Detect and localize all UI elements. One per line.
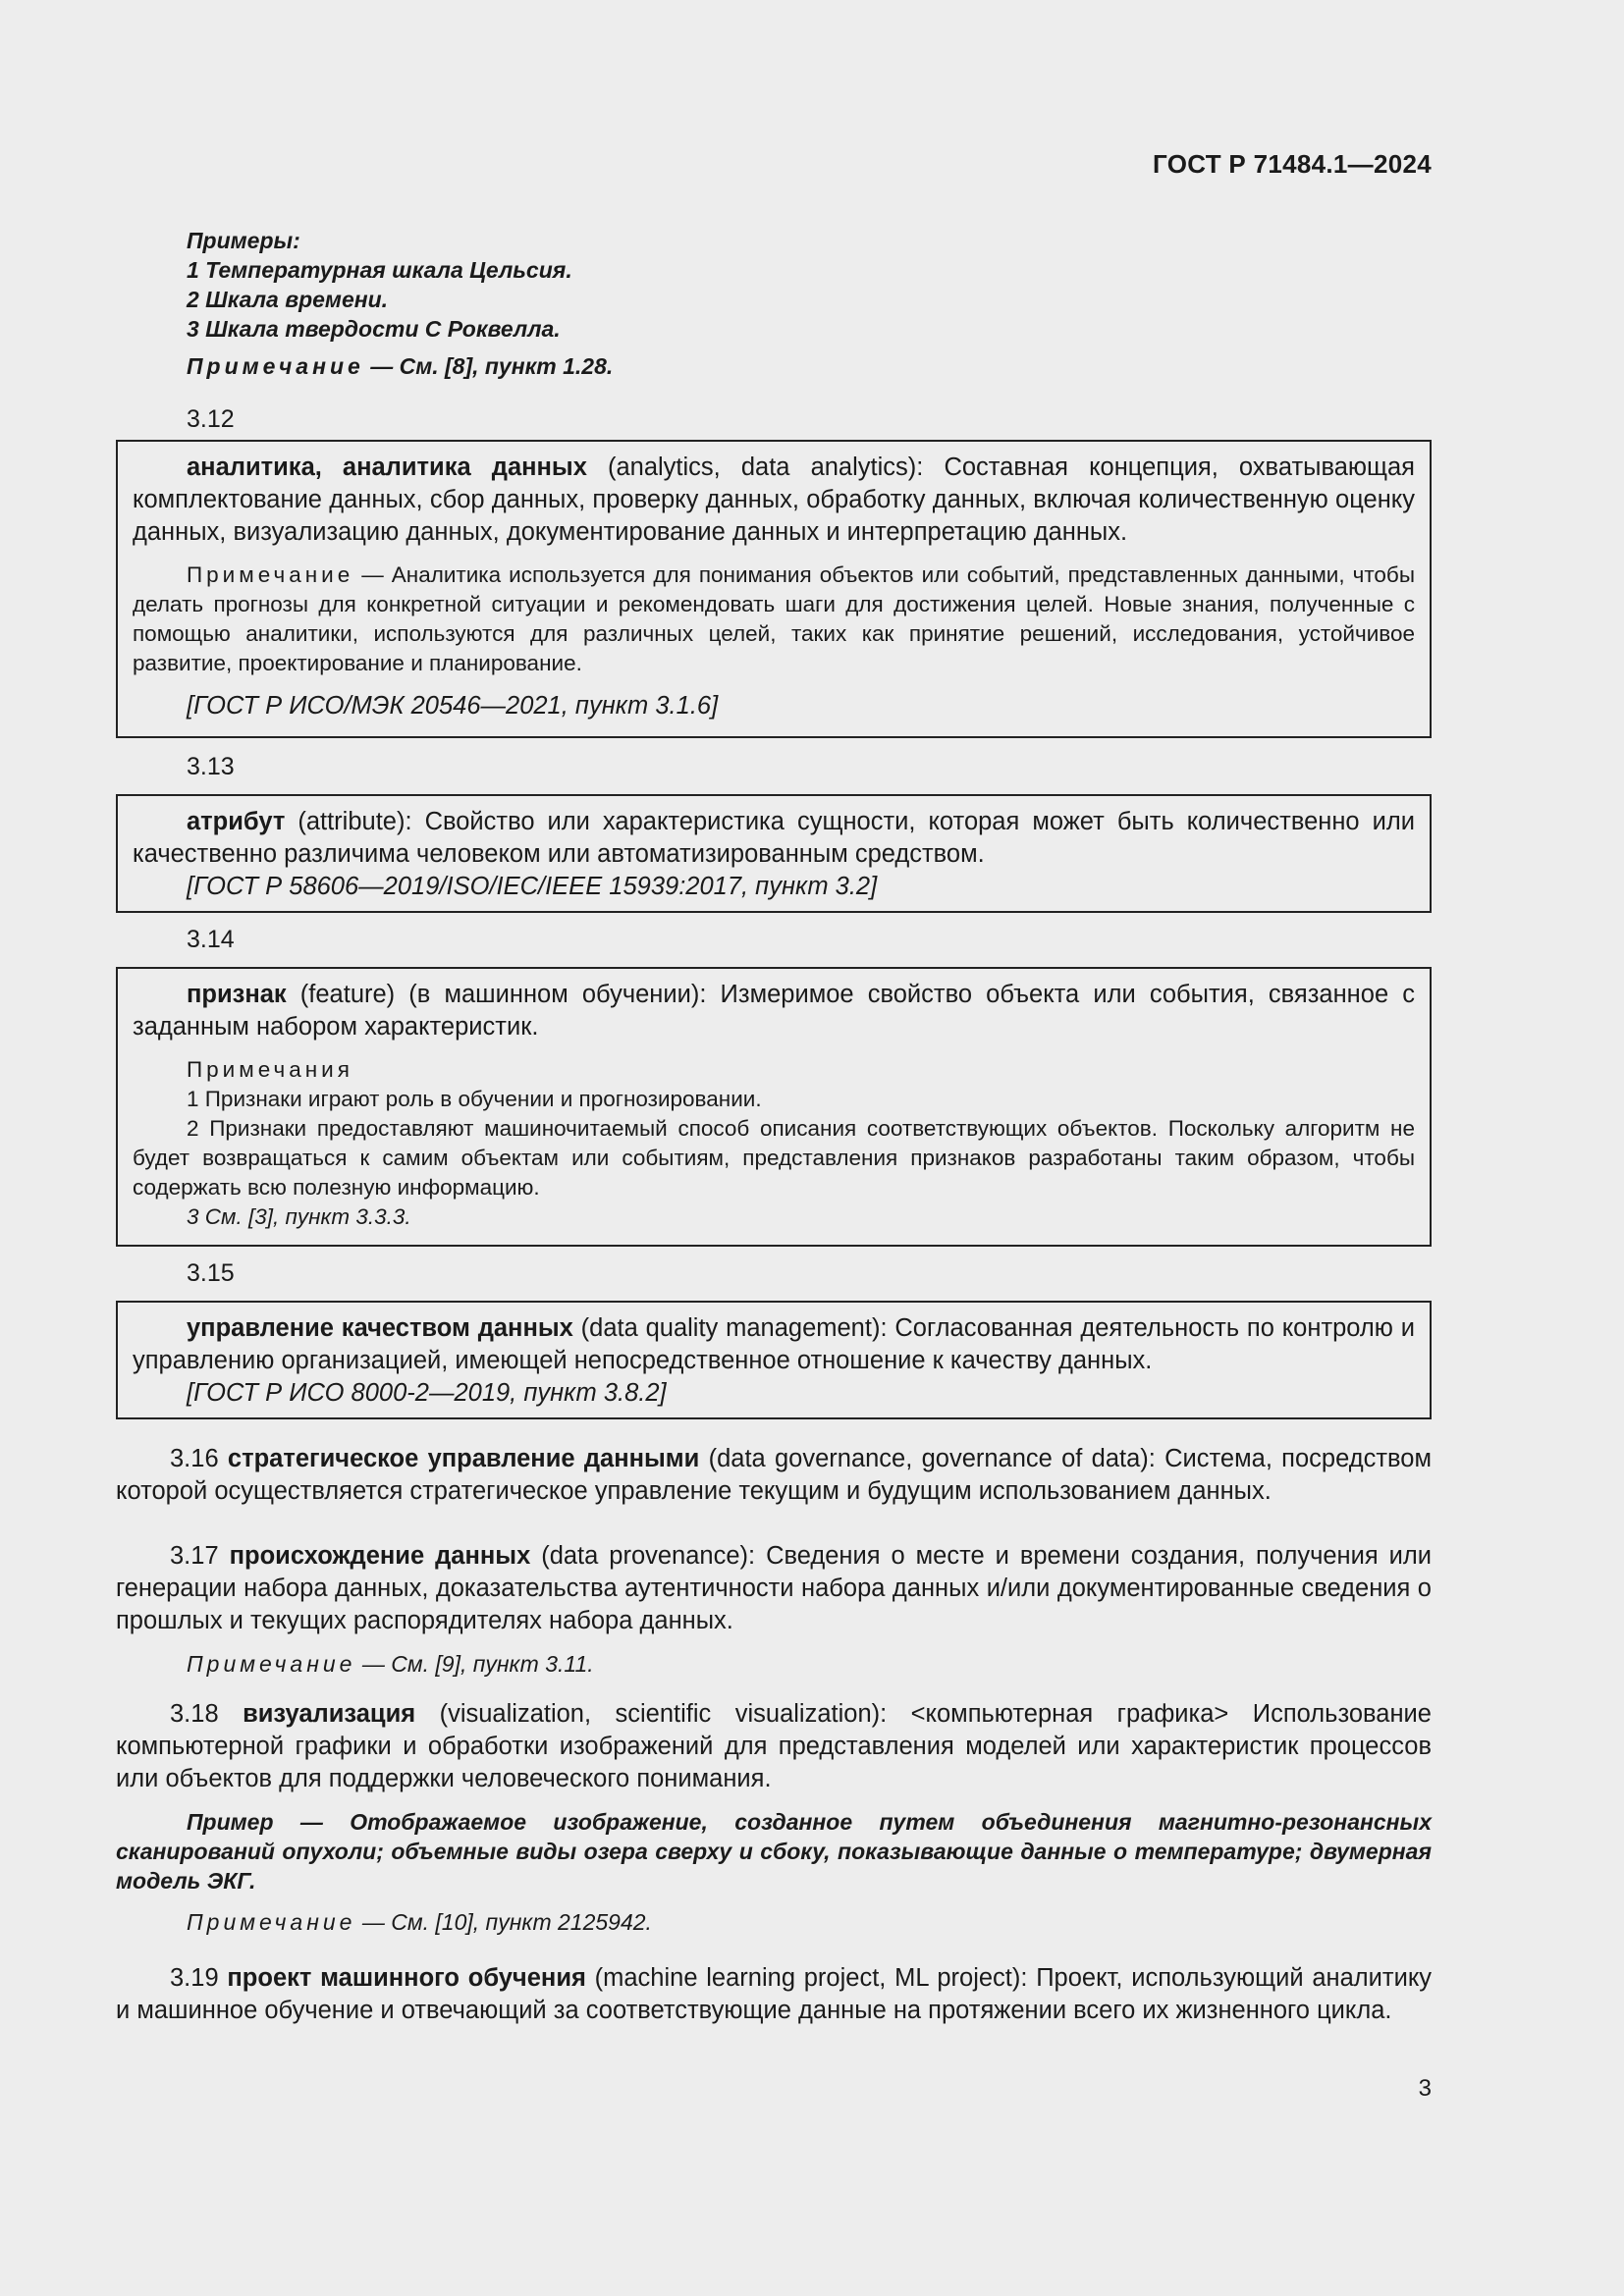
term-text: (analytics, data analytics): Составная концепция, охватывающая комплектование данных, сбор данных, проверку данных, обработку данных, включая количественную оценку данных, визуализацию данных, документирование данных и интерпретацию данных. [133, 454, 1415, 546]
term-number: 3.13 [187, 753, 235, 780]
term-3-19 [116, 1962, 1432, 2027]
term-note: 3 См. [3], пункт 3.3.3. [187, 1204, 411, 1229]
term-name: аналитика, аналитика данных [187, 454, 587, 481]
term-text: (feature) (в машинном обучении): Измеримое свойство объекта или события, связанное с заданным набором характеристик. [133, 981, 1415, 1041]
term-number: 3.17 [170, 1542, 230, 1570]
term-number: 3.14 [187, 926, 235, 953]
term-definition [133, 979, 1415, 1043]
term-definition [133, 806, 1415, 871]
term-3-17 [116, 1540, 1432, 1678]
examples-note [187, 351, 613, 381]
note-text: — См. [8], пункт 1.28. [363, 353, 614, 379]
term-name: происхождение данных [229, 1542, 531, 1570]
term-source: [ГОСТ Р ИСО/МЭК 20546—2021, пункт 3.1.6] [187, 692, 719, 720]
term-box-3-15 [116, 1301, 1432, 1419]
term-3-16 [116, 1443, 1432, 1508]
term-number: 3.16 [170, 1445, 228, 1472]
term-note [116, 1651, 1432, 1678]
term-definition [133, 1312, 1415, 1377]
term-definition [116, 1443, 1432, 1508]
term-text: (data quality management): Согласованная деятельность по контролю и управлению организацией, имеющей непосредственное отношение к качеству данных. [133, 1314, 1415, 1374]
document-page [116, 0, 1432, 2296]
term-text: (data provenance): Сведения о месте и времени создания, получения или генерации набора данных, доказательства аутентичности набора данных и/или документированные сведения о прошлых и текущих распорядителях набора данных. [116, 1542, 1432, 1634]
note-label: Примечание [187, 1651, 356, 1677]
term-name: признак [187, 981, 287, 1008]
term-note: 1 Признаки играют роль в обучении и прогнозировании. [187, 1087, 762, 1111]
example-item: 3 Шкала твердости С Роквелла. [187, 316, 561, 342]
notes-label: Примечания [187, 1057, 353, 1082]
term-box-3-12 [116, 440, 1432, 738]
term-3-18 [116, 1698, 1432, 1936]
page-number: 3 [1418, 2075, 1432, 2102]
note-text: — Аналитика используется для понимания объектов или событий, представленных данными, чтобы делать прогнозы для конкретной ситуации и рекомендовать шаги для достижения целей. Новые знания, полученные с помощью аналитики, используются для различных целей, таких как принятие решений, исследования, устойчивое развитие, проектирование и планирование. [133, 562, 1415, 675]
note-text: — См. [10], пункт 2125942. [355, 1909, 652, 1935]
term-note [116, 1909, 1432, 1936]
term-number: 3.15 [187, 1259, 235, 1287]
term-name: атрибут [187, 808, 286, 835]
document-id: ГОСТ Р 71484.1—2024 [1153, 149, 1432, 179]
term-text: (visualization, scientific visualization): <компьютерная графика> Использование компьютерной графики и обработки изображений для представления моделей или характеристик процессов или объектов для поддержки человеческого понимания. [116, 1700, 1432, 1792]
term-name: стратегическое управление данными [227, 1445, 700, 1472]
note-text: — См. [9], пункт 3.11. [355, 1651, 594, 1677]
term-number: 3.18 [170, 1700, 244, 1728]
examples-title: Примеры: [187, 228, 300, 253]
term-name: проект машинного обучения [227, 1964, 586, 1992]
note-label: Примечание [187, 1909, 356, 1935]
term-text: (attribute): Свойство или характеристика сущности, которая может быть количественно или качественно различима человеком или автоматизированным средством. [133, 808, 1415, 868]
term-example: Пример — Отображаемое изображение, созданное путем объединения магнитно-резонансных сканирований опухоли; объемные виды озера сверху и сбоку, показывающие данные о температуре; двумерная модель ЭКГ. [116, 1809, 1432, 1894]
note-label: Примечание [187, 353, 364, 379]
term-source: [ГОСТ Р 58606—2019/ISO/IEC/IEEE 15939:2017, пункт 3.2] [187, 873, 878, 900]
term-box-3-13 [116, 794, 1432, 913]
term-definition [116, 1698, 1432, 1795]
term-source: [ГОСТ Р ИСО 8000-2—2019, пункт 3.8.2] [187, 1379, 667, 1407]
term-box-3-14 [116, 967, 1432, 1247]
example-item: 1 Температурная шкала Цельсия. [187, 257, 572, 283]
term-text: (machine learning project, ML project): Проект, использующий аналитику и машинное обучение и отвечающий за соответствующие данные на протяжении всего их жизненного цикла. [116, 1964, 1433, 2024]
term-name: визуализация [243, 1700, 416, 1728]
term-text: (data governance, governance of data): Система, посредством которой осуществляется стратегическое управление текущим и будущим использованием данных. [116, 1445, 1432, 1505]
term-definition [133, 452, 1415, 549]
term-definition [116, 1962, 1432, 2027]
examples-block [187, 226, 613, 381]
example-item: 2 Шкала времени. [187, 287, 389, 312]
term-note: 2 Признаки предоставляют машиночитаемый способ описания соответствующих объектов. Поскольку алгоритм не будет возвращаться к самим объектам или событиям, представления признаков разработаны таким образом, чтобы содержать всю полезную информацию. [133, 1116, 1415, 1200]
term-note [133, 561, 1415, 678]
term-number: 3.12 [187, 405, 235, 433]
term-number: 3.19 [170, 1964, 228, 1992]
term-name: управление качеством данных [187, 1314, 573, 1342]
note-label: Примечание [187, 562, 354, 587]
term-definition [116, 1540, 1432, 1637]
